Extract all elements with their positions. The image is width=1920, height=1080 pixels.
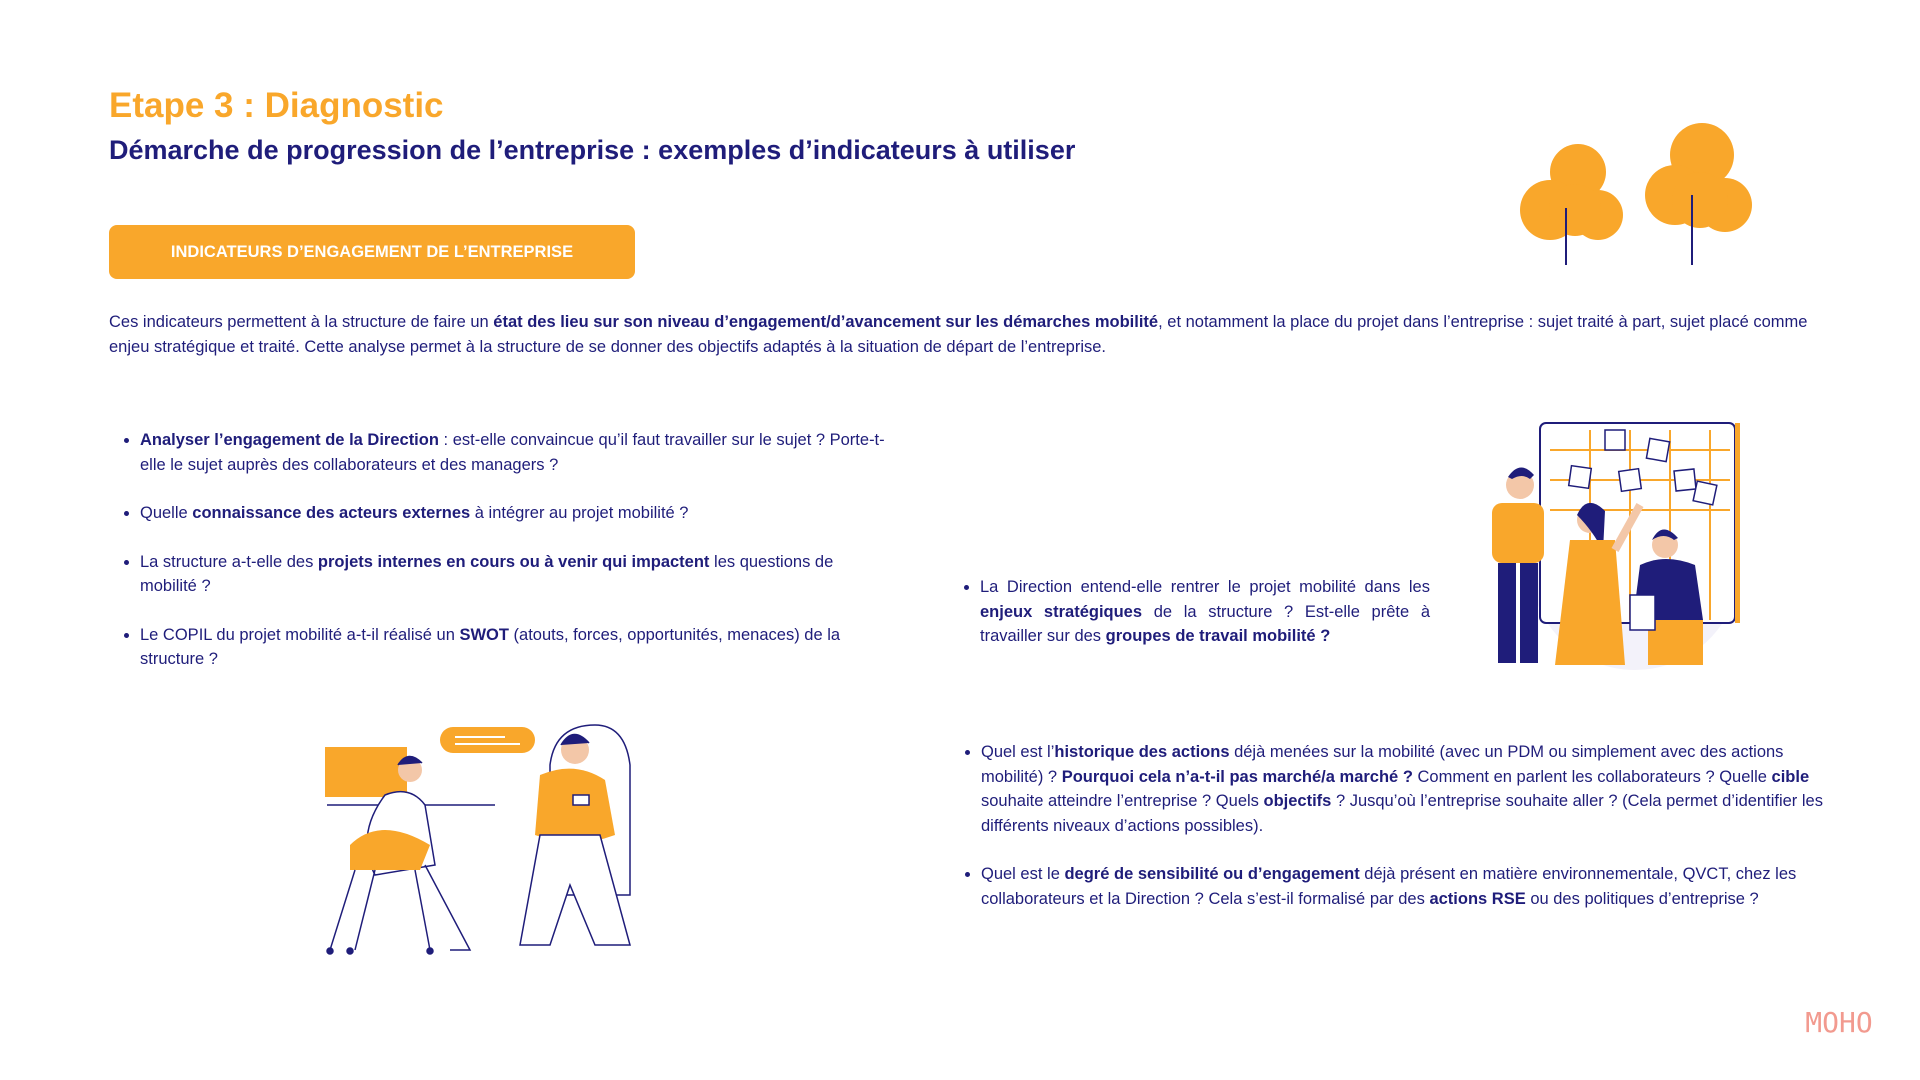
- item-bold: Pourquoi cela n’a-t-il pas marché/a marché ?: [1061, 767, 1413, 786]
- tree-left-icon: [1520, 144, 1623, 265]
- item-bold: historique des actions: [1054, 743, 1230, 761]
- list-item: [981, 740, 1841, 838]
- page-subtitle: Démarche de progression de l’entreprise : exemples d’indicateurs à utiliser: [109, 135, 1076, 165]
- list-item: [140, 428, 885, 477]
- intro-text-2: , et notamment la place du projet dans l’entreprise : sujet traité à part, sujet placé comme enjeu stratégique et traité. Cette analyse permet à la structure de se donner des objectifs adaptés à la situation de départ de l’entreprise.: [109, 313, 1808, 356]
- item-bold: SWOT: [459, 625, 509, 644]
- page-title: Etape 3 : Diagnostic: [109, 86, 444, 125]
- item-text: (atouts, forces, opportunités, menaces) de la structure ?: [140, 625, 841, 668]
- item-text: déjà menées sur la mobilité (avec un PDM ou simplement avec des actions mobilité) ?: [981, 743, 1784, 786]
- item-text: La structure a-t-elle des: [140, 552, 318, 571]
- item-bold: groupes de travail mobilité ?: [1105, 627, 1331, 645]
- list-item: [980, 575, 1430, 649]
- person-left-icon: [1492, 467, 1544, 663]
- right-bullet-list: [953, 740, 1841, 935]
- speech-bubble-icon: [440, 727, 535, 753]
- item-bold: cible: [1771, 767, 1810, 786]
- item-bold: actions RSE: [1429, 889, 1526, 908]
- item-text: déjà présent en matière environnementale, QVCT, chez les collaborateurs et la Direction ? Cela s’est-il formalisé par des: [981, 865, 1797, 908]
- item-bold: objectifs: [1263, 792, 1332, 810]
- section-badge-label: INDICATEURS D’ENGAGEMENT DE L’ENTREPRISE: [170, 242, 574, 261]
- item-bold: enjeux stratégiques: [980, 602, 1143, 621]
- item-text: de la structure ? Est-elle prête à travailler sur des: [980, 602, 1430, 645]
- item-text: souhaite atteindre l’entreprise ? Quels: [981, 792, 1264, 810]
- middle-bullet-list: [952, 575, 1430, 673]
- item-text: les questions de mobilité ?: [140, 552, 834, 595]
- item-text: Le COPIL du projet mobilité a-t-il réalisé un: [140, 625, 460, 644]
- intro-text-1: Ces indicateurs permettent à la structure de faire un: [109, 313, 494, 331]
- moho-logo: [1804, 987, 1874, 1042]
- item-bold: connaissance des acteurs externes: [192, 504, 471, 522]
- item-text: Comment en parlent les collaborateurs ? Quelle: [1412, 767, 1772, 786]
- person-seated-right-icon: [520, 725, 630, 945]
- item-text: Quelle: [140, 504, 193, 522]
- item-text: Quel est le: [981, 865, 1065, 883]
- list-item: [140, 550, 885, 599]
- logo-text: MOHO: [1805, 1006, 1873, 1039]
- item-text: : est-elle convaincue qu’il faut travailler sur le sujet ? Porte-t-elle le sujet auprès des collaborateurs et des managers ?: [140, 431, 885, 474]
- intro-bold-1: état des lieu sur son niveau d’engagement/d’avancement sur les démarches mobilité: [493, 313, 1159, 331]
- tree-right-icon: [1645, 123, 1752, 265]
- item-bold: projets internes en cours ou à venir qui impactent: [317, 552, 710, 571]
- item-text: à intégrer au projet mobilité ?: [470, 504, 689, 522]
- intro-paragraph: [109, 310, 1819, 360]
- list-item: [140, 623, 885, 672]
- section-badge: [109, 225, 635, 279]
- item-bold: degré de sensibilité ou d’engagement: [1064, 865, 1360, 883]
- list-item: [140, 501, 885, 526]
- list-item: [981, 862, 1841, 911]
- item-bold: Analyser l’engagement de la Direction: [140, 431, 439, 449]
- conversation-illustration: [315, 715, 675, 960]
- item-text: La Direction entend-elle rentrer le projet mobilité dans les: [980, 578, 1430, 596]
- item-text: Quel est l’: [981, 743, 1055, 761]
- item-text: ? Jusqu’où l’entreprise souhaite aller ? (Cela permet d’identifier les différents niveaux d’actions possibles).: [981, 792, 1823, 835]
- team-board-illustration: [1470, 415, 1760, 685]
- left-bullet-list: [112, 428, 885, 696]
- trees-illustration: [1510, 120, 1760, 270]
- item-text: ou des politiques d’entreprise ?: [1525, 889, 1759, 908]
